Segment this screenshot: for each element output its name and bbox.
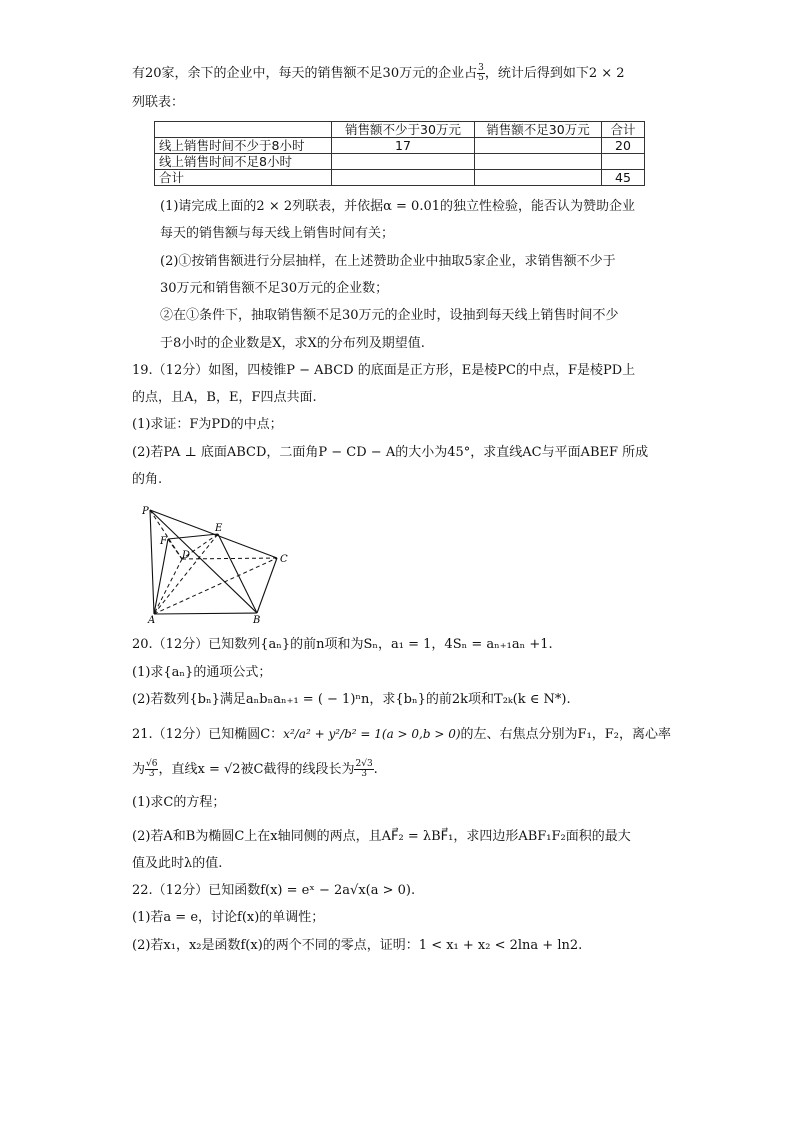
q19-line-4: (2)若PA ⊥ 底面ABCD，二面角P − CD − A的大小为45°，求直线AC与平面ABEF 所成: [132, 445, 649, 460]
q18-part2-line1: (2)①按销售额进行分层抽样，在上述赞助企业中抽取5家企业，求销售额不少于: [160, 254, 616, 269]
q22-line-2: (1)若a = e，讨论f(x)的单调性；: [132, 910, 325, 925]
label-f: F: [160, 536, 167, 547]
table-cell: [332, 154, 475, 170]
q20-line-1: 20.（12分）已知数列{aₙ}的前n项和为Sₙ，a₁ = 1，4Sₙ = aₙ₊₁aₙ +1.: [132, 637, 553, 652]
intro-line-1: 有20家，余下的企业中，每天的销售额不足30万元的企业占 $\frac{3}{5}$ ，统计后得到如下2 × 2: [132, 63, 625, 83]
table-cell: 线上销售时间不足8小时: [155, 154, 332, 170]
q19-line-3: (1)求证：F为PD的中点；: [132, 417, 283, 432]
q19-line-2: 的点，且A，B，E，F四点共面.: [132, 390, 317, 405]
table-cell: 17: [332, 138, 475, 154]
table-cell: [332, 170, 475, 186]
label-a: A: [148, 615, 156, 624]
table-header: 销售额不少于30万元: [332, 122, 475, 138]
contingency-table: [154, 121, 645, 186]
q21-line-1: 21.（12分）已知椭圆C：x²/a² + y²/b² = 1(a > 0,b > 0)的左、右焦点分别为F₁，F₂，离心率: [132, 727, 672, 742]
q18-part1-line1: (1)请完成上面的2 × 2列联表，并依据α = 0.01的独立性检验，能否认为赞助企业: [160, 199, 635, 214]
fraction-eccentricity: $\frac{√6}{3}$: [146, 759, 158, 779]
table-cell: [602, 154, 645, 170]
q21-line-4: (2)若A和B为椭圆C上在x轴同侧的两点，且AF⃗₂ = λBF⃗₁，求四边形ABF₁F₂面积的最大: [132, 829, 631, 844]
label-e: E: [215, 523, 223, 534]
label-b: B: [253, 615, 261, 624]
q20-line-3: (2)若数列{bₙ}满足aₙbₙaₙ₊₁ = ( − 1)ⁿn，求{bₙ}的前2k项和T₂ₖ(k ∈ N*).: [132, 692, 571, 707]
table-cell: 合计: [155, 170, 332, 186]
label-p: P: [142, 506, 149, 517]
label-d: D: [182, 550, 191, 561]
pyramid-figure: [138, 502, 298, 624]
table-row: [155, 170, 645, 186]
q20-line-2: (1)求{aₙ}的通项公式；: [132, 665, 272, 680]
intro-line-2: 列联表：: [132, 95, 185, 110]
table-cell: [155, 122, 332, 138]
q18-part2-line2: 30万元和销售额不足30万元的企业数；: [160, 281, 389, 296]
q21-line-3: (1)求C的方程；: [132, 795, 226, 810]
fraction-three-fifths: $\frac{3}{5}$: [478, 63, 484, 83]
table-header-row: [155, 122, 645, 138]
q19-line-1: 19.（12分）如图，四棱锥P − ABCD 的底面是正方形，E是棱PC的中点，F是棱PD上: [132, 363, 636, 378]
q22-line-1: 22.（12分）已知函数f(x) = eˣ − 2a√x(a > 0).: [132, 883, 416, 898]
table-cell: 45: [602, 170, 645, 186]
table-cell: [475, 138, 602, 154]
q18-part3-line2: 于8小时的企业数是X，求X的分布列及期望值.: [160, 336, 425, 351]
q21-line-2: 为 $\frac{√6}{3}$ ，直线x = √2被C截得的线段长为 $\frac{2√3}{3}$ .: [132, 759, 378, 779]
table-header: 销售额不足30万元: [475, 122, 602, 138]
fraction-chord-length: $\frac{2√3}{3}$: [355, 759, 373, 779]
table-row: [155, 138, 645, 154]
table-row: [155, 154, 645, 170]
q18-part3-line1: ②在①条件下，抽取销售额不足30万元的企业时，设抽到每天线上销售时间不少: [160, 308, 619, 323]
table-cell: [475, 154, 602, 170]
table-cell: 线上销售时间不少于8小时: [155, 138, 332, 154]
table-cell: 20: [602, 138, 645, 154]
q19-line-5: 的角.: [132, 472, 163, 487]
q21-line-5: 值及此时λ的值.: [132, 856, 223, 871]
q22-line-3: (2)若x₁，x₂是函数f(x)的两个不同的零点，证明：1 < x₁ + x₂ < 2lna + ln2.: [132, 938, 583, 953]
label-c: C: [280, 554, 288, 565]
table-header: 合计: [602, 122, 645, 138]
table-cell: [475, 170, 602, 186]
q18-part1-line2: 每天的销售额与每天线上销售时间有关；: [160, 226, 395, 241]
